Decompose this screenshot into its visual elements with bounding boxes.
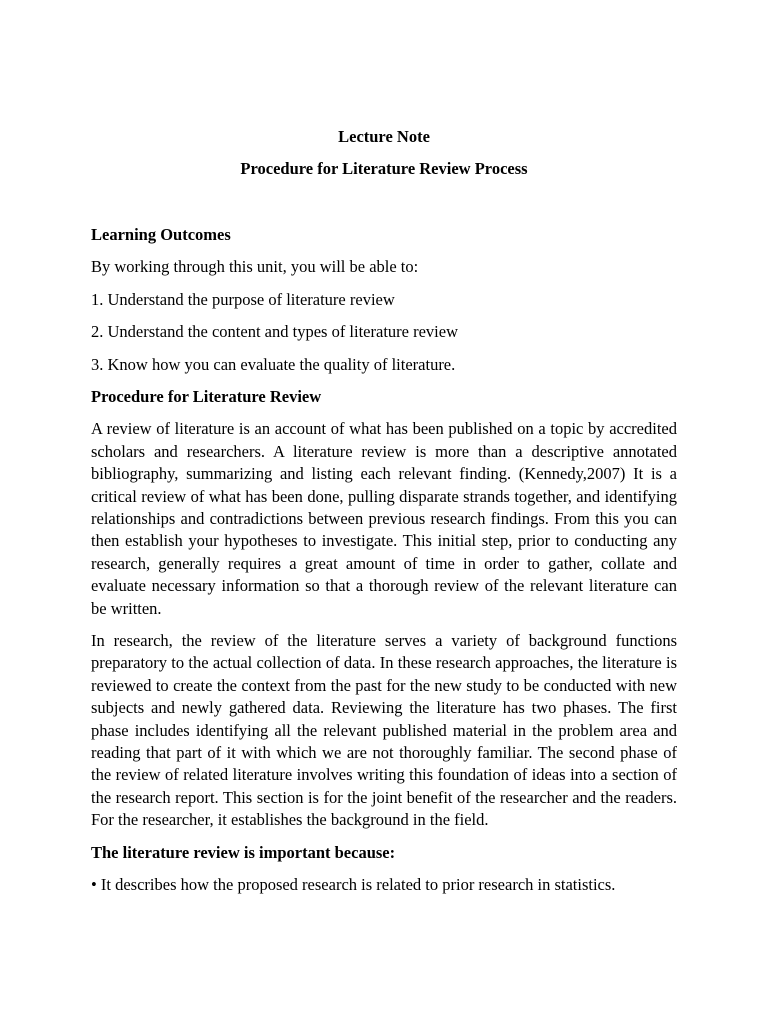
learning-outcomes-heading: Learning Outcomes	[91, 225, 231, 244]
learning-outcome-item: 3. Know how you can evaluate the quality of literature.	[91, 354, 456, 374]
learning-outcome-item: 2. Understand the content and types of literature review	[91, 322, 458, 342]
procedure-paragraph: In research, the review of the literature serves a variety of background functions preparatory to the actual collection of data. In these research approaches, the literature is reviewed to create the context from the past for the new study to be conducted with new subjects and newly gathered data. Reviewing the literature has two phases. The first phase includes identifying all the relevant published material in the problem area and reading that part of it with which we are not thoroughly familiar. The second phase of the review of related literature involves writing this foundation of ideas into a section of the research report. This section is for the joint benefit of the researcher and the readers. For the researcher, it establishes the background in the field.	[91, 631, 677, 830]
learning-outcome-item: 1. Understand the purpose of literature review	[91, 289, 395, 309]
importance-bullet: • It describes how the proposed research is related to prior research in statistics.	[91, 874, 616, 894]
document-title: Lecture Note	[338, 127, 430, 146]
learning-outcomes-intro: By working through this unit, you will be able to:	[91, 257, 419, 276]
document-body	[91, 224, 677, 906]
importance-heading: The literature review is important because:	[91, 842, 396, 862]
title-block	[0, 126, 768, 180]
document-subtitle: Procedure for Literature Review Process	[240, 159, 528, 178]
procedure-heading: Procedure for Literature Review	[91, 387, 322, 407]
procedure-paragraph: A review of literature is an account of what has been published on a topic by accredited scholars and researchers. A literature review is more than a descriptive annotated bibliography, summarizing and listing each relevant finding. (Kennedy,2007) It is a critical review of what has been done, pulling disparate strands together, and identifying relationships and contradictions between previous research findings. From this you can then establish your hypotheses to investigate. This initial step, prior to conducting any research, generally requires a great amount of time in order to gather, collate and evaluate necessary information so that a thorough review of the relevant literature can be written.	[91, 419, 677, 618]
